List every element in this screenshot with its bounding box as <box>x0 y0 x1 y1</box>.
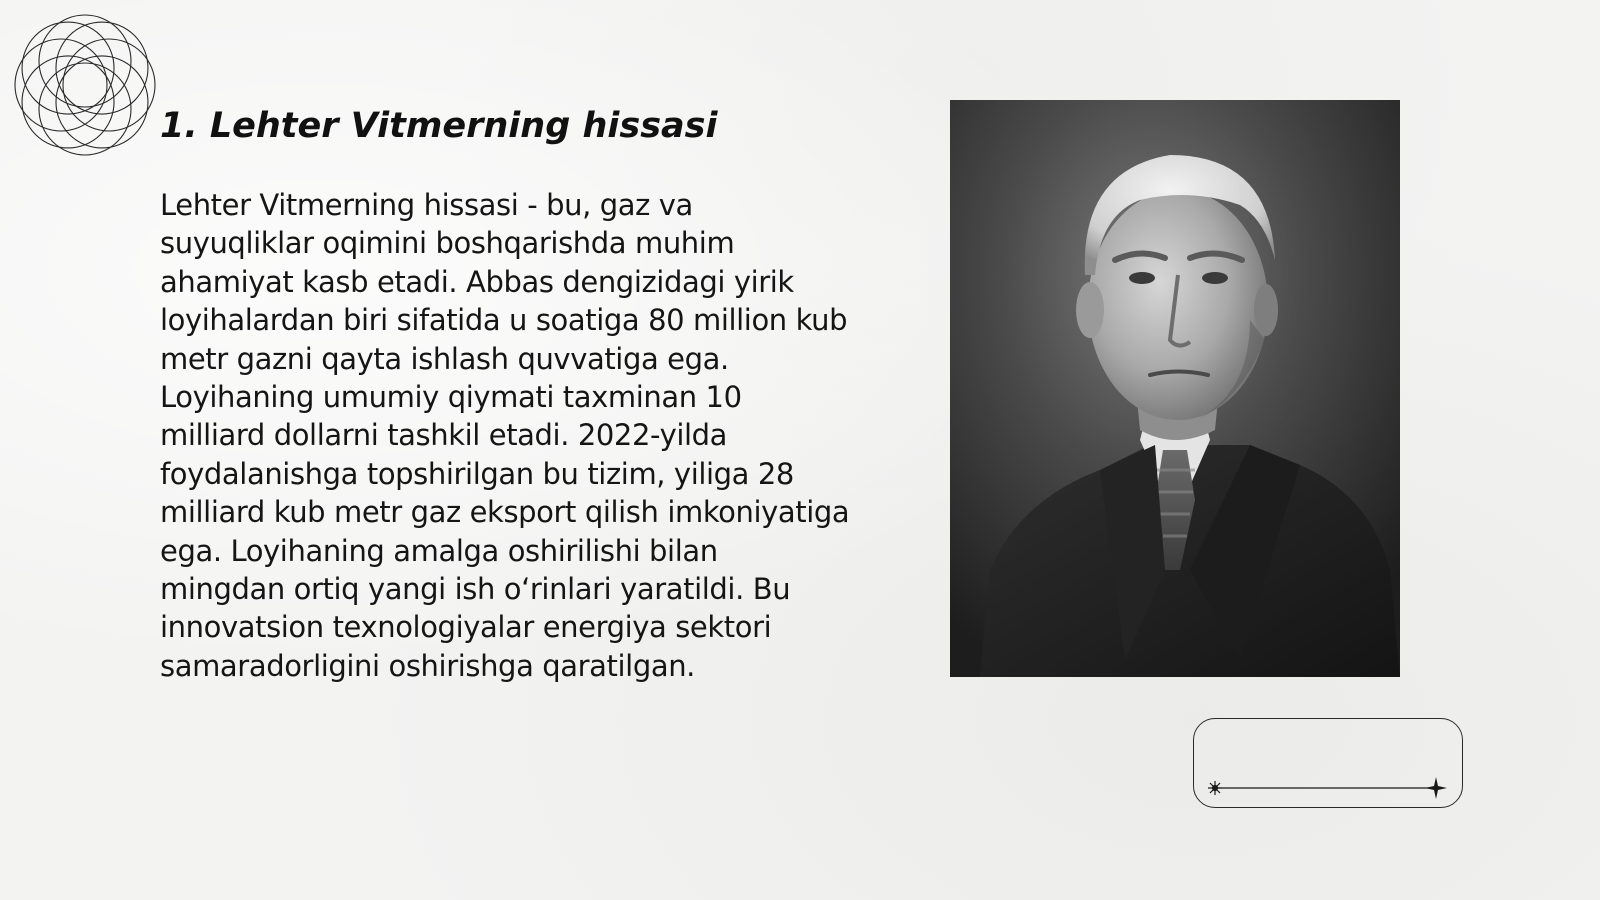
slide-title: 1. Lehter Vitmerning hissasi <box>160 106 718 146</box>
decorative-line <box>1193 718 1463 808</box>
body-paragraph: Lehter Vitmerning hissasi - bu, gaz va suyuqliklar oqimini boshqarishda muhim ahamiyat kasb etadi. Abbas dengizidagi yirik loyihalardan biri sifatida u soatiga 80 million kub metr gazni qayta ishlash quvvatiga ega. Loyihaning umumiy qiymati taxminan 10 milliard dollarni tashkil etadi. 2022-yilda foydalanishga topshirilgan bu tizim, yiliga 28 milliard kub metr gaz eksport qilish imkoniyatiga ega. Loyihaning amalga oshirilishi bilan mingdan ortiq yangi ish oʻrinlari yaratildi. Bu innovatsion texnologiyalar energiya sektori samaradorligini oshirishga qaratilgan. <box>160 188 850 683</box>
portrait-image <box>950 100 1400 677</box>
sparkle-icon <box>1208 781 1222 795</box>
star-cross-icon <box>1425 777 1447 799</box>
interlocking-circles-icon <box>10 10 160 160</box>
